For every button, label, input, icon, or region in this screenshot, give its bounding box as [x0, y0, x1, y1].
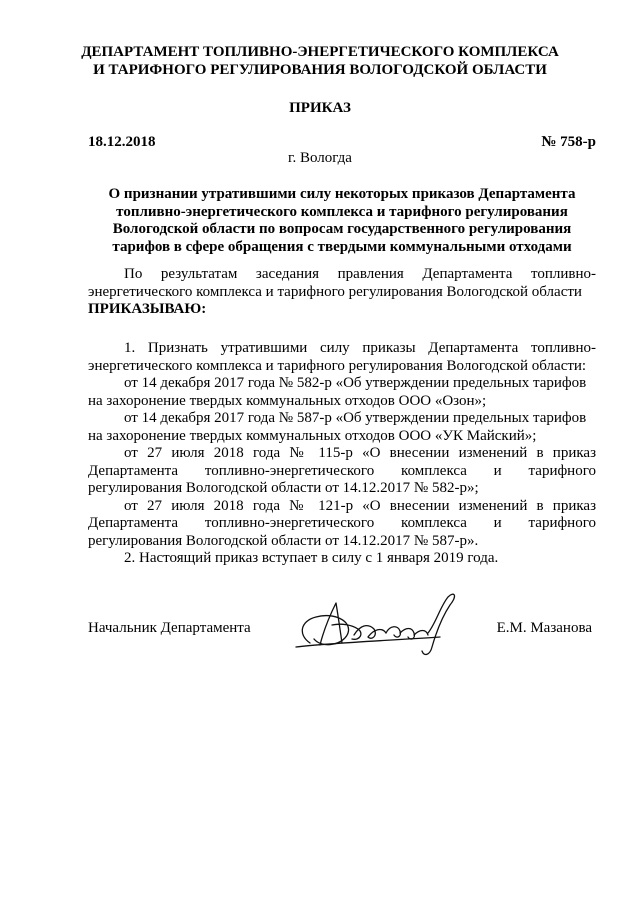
document-type-title: ПРИКАЗ [289, 100, 351, 116]
preamble-line-2: энергетического комплекса и тарифного регулирования Вологодской области [88, 283, 582, 300]
order-body [88, 340, 596, 568]
item-3-line-1: от 27 июля 2018 года № 115-р «О внесении изменений в приказ [124, 445, 596, 461]
order-number: № 758-р [541, 134, 596, 150]
order-city: г. Вологда [288, 150, 352, 166]
order-date: 18.12.2018 [88, 134, 156, 150]
subject-line-4: тарифов в сфере обращения с твердыми коммунальными отходами [112, 238, 572, 255]
item-4-line-3: регулирования Вологодской области от 14.12.2017 № 587-р». [88, 532, 479, 549]
clause-2: 2. Настоящий приказ вступает в силу с 1 января 2019 года. [124, 550, 499, 566]
preamble-line-1: По результатам заседания правления Департамента топливно- [124, 266, 596, 282]
item-4-line-1: от 27 июля 2018 года № 121-р «О внесении изменений в приказ [124, 497, 596, 514]
signatory-name: Е.М. Мазанова [496, 620, 592, 636]
item-1-line-2: на захоронение твердых коммунальных отходов ООО «Озон»; [88, 392, 487, 409]
subject-line-1: О признании утратившими силу некоторых приказов Департамента [108, 186, 576, 202]
item-3-line-3: регулирования Вологодской области от 14.12.2017 № 582-р»; [88, 480, 479, 496]
preamble-paragraph [88, 266, 596, 319]
department-header-line-2: И ТАРИФНОГО РЕГУЛИРОВАНИЯ ВОЛОГОДСКОЙ ОБЛАСТИ [93, 62, 547, 78]
department-header-line-1: ДЕПАРТАМЕНТ ТОПЛИВНО-ЭНЕРГЕТИЧЕСКОГО КОМПЛЕКСА [81, 44, 559, 60]
clause-1-line-1: 1. Признать утратившими силу приказы Департамента топливно- [124, 340, 596, 356]
subject-line-2: топливно-энергетического комплекса и тарифного регулирования [116, 203, 568, 220]
subject-line-3: Вологодской области по вопросам государственного регулирования [112, 221, 572, 237]
clause-1-line-2: энергетического комплекса и тарифного регулирования Вологодской области: [88, 357, 587, 374]
handwritten-signature [290, 585, 475, 660]
department-header [0, 43, 640, 79]
item-2-line-2: на захоронение твердых коммунальных отходов ООО «УК Майский»; [88, 427, 537, 444]
order-word: ПРИКАЗЫВАЮ: [88, 301, 207, 317]
item-3-line-2: Департамента топливно-энергетического комплекса и тарифного [88, 462, 596, 479]
item-2-line-1: от 14 декабря 2017 года № 587-р «Об утверждении предельных тарифов [124, 410, 587, 426]
signatory-title: Начальник Департамента [88, 620, 251, 636]
item-4-line-2: Департамента топливно-энергетического комплекса и тарифного [88, 515, 596, 531]
order-subject [88, 186, 596, 256]
item-1-line-1: от 14 декабря 2017 года № 582-р «Об утверждении предельных тарифов [124, 375, 587, 391]
